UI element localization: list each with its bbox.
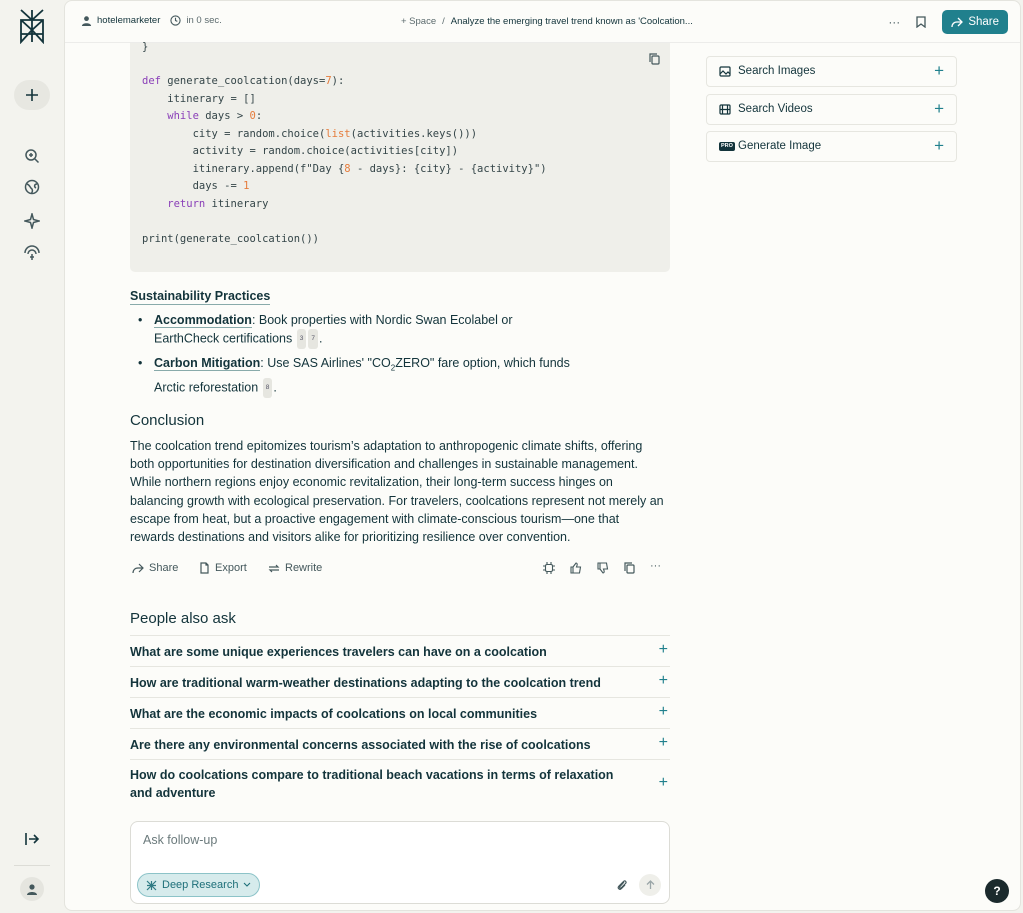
follow-up-placeholder: Ask follow-up xyxy=(143,833,218,847)
code-line: } xyxy=(142,41,149,53)
code-line: while days > 0: xyxy=(142,110,263,122)
search-nav-icon[interactable] xyxy=(20,144,44,168)
generate-image-button[interactable]: PRO Generate Image + xyxy=(706,131,957,162)
discover-globe-icon[interactable] xyxy=(20,175,44,199)
search-images-button[interactable]: Search Images + xyxy=(706,56,957,87)
code-line: itinerary = [] xyxy=(142,93,256,105)
search-videos-button[interactable]: Search Videos + xyxy=(706,94,957,125)
expand-sidebar-icon[interactable] xyxy=(20,827,44,851)
breadcrumb-separator: / xyxy=(442,16,445,27)
share-arrow-icon xyxy=(951,17,963,28)
plus-icon: + xyxy=(658,774,668,791)
sustainability-heading: Sustainability Practices xyxy=(130,289,271,303)
accommodation-label: Accommodation xyxy=(154,313,252,327)
rewrite-action-button[interactable]: Rewrite xyxy=(268,562,322,574)
thread-title[interactable]: Analyze the emerging travel trend known as 'Coolcation... xyxy=(450,16,693,27)
share-button-label: Share xyxy=(968,16,999,28)
deep-research-mode-button[interactable]: Deep Research xyxy=(137,873,260,897)
carbon-label: Carbon Mitigation xyxy=(154,356,261,370)
more-options-button[interactable]: ··· xyxy=(888,15,901,29)
code-line: activity = random.choice(activities[city]) xyxy=(142,145,459,157)
account-avatar-icon[interactable] xyxy=(20,877,44,901)
attach-paperclip-icon[interactable] xyxy=(616,878,627,891)
spaces-sparkle-icon[interactable] xyxy=(20,209,44,233)
share-action-button[interactable]: Share xyxy=(132,562,178,574)
export-file-icon xyxy=(199,562,210,574)
code-line: print(generate_coolcation()) xyxy=(142,233,320,245)
follow-up-input[interactable] xyxy=(130,821,670,904)
code-line: return itinerary xyxy=(142,198,269,210)
plus-icon: + xyxy=(658,703,668,720)
plus-icon: + xyxy=(658,641,668,658)
related-question[interactable]: How are traditional warm-weather destinations adapting to the coolcation trend + xyxy=(130,666,670,697)
plus-icon: + xyxy=(658,734,668,751)
bookmark-icon[interactable] xyxy=(916,16,926,28)
export-action-button[interactable]: Export xyxy=(199,562,247,574)
share-button[interactable] xyxy=(942,10,1008,34)
image-icon xyxy=(719,66,731,77)
conclusion-body: The coolcation trend epitomizes tourism’s adaptation to anthropogenic climate shifts, offering both opportunities for destination diversification and challenges in sustainable management. While northern regions enjoy economic revitalization, their long-term success hinges on balancing growth with ecological preservation. For travelers, coolcations represent not merely an escape from heat, but a proactive engagement with climate-conscious tourism—one that rewards destinations and visitors alike for prioritizing resilience over convention. xyxy=(130,439,664,545)
rail-divider xyxy=(14,865,50,866)
rewrite-icon xyxy=(268,563,280,574)
breadcrumb xyxy=(401,16,693,27)
thumbs-up-icon[interactable] xyxy=(570,562,582,574)
thumbs-down-icon[interactable] xyxy=(597,562,609,574)
clock-icon xyxy=(170,15,181,26)
citation-badge[interactable]: 8 xyxy=(263,378,273,398)
share-icon xyxy=(132,563,144,574)
bullet-accommodation: • Accommodation: Book properties with Nordic Swan Ecolabel or EarthCheck certifications 3 7 . xyxy=(138,311,578,349)
code-block xyxy=(130,43,670,272)
citation-badge[interactable]: 3 xyxy=(297,329,307,349)
username: hotelemarketer xyxy=(97,15,161,26)
plus-icon: + xyxy=(934,99,944,118)
related-question[interactable]: What are some unique experiences travelers can have on a coolcation + xyxy=(130,635,670,666)
bullet-carbon: • Carbon Mitigation: Use SAS Airlines' "$CO_2ZERO$" fare option, which funds Arctic reforestation 8 . xyxy=(138,354,578,398)
plus-icon: + xyxy=(934,136,944,155)
code-line: city = random.choice(list(activities.keys())) xyxy=(142,128,478,140)
citation-badge[interactable]: 7 xyxy=(308,329,318,349)
left-rail xyxy=(0,0,64,913)
author-info xyxy=(81,15,222,26)
sources-icon[interactable] xyxy=(543,562,555,574)
pro-badge-icon: PRO xyxy=(721,143,733,149)
top-bar-actions xyxy=(888,10,1008,34)
deep-research-icon xyxy=(146,880,157,891)
top-bar xyxy=(65,1,1020,43)
help-button[interactable]: ? xyxy=(985,879,1009,903)
related-question[interactable]: How do coolcations compare to traditional beach vacations in terms of relaxation and adventure + xyxy=(130,759,670,805)
more-actions-button[interactable]: ··· xyxy=(650,560,661,572)
people-also-ask-heading: People also ask xyxy=(130,610,236,627)
code-line: days -= 1 xyxy=(142,180,250,192)
plus-icon: + xyxy=(934,61,944,80)
code-line: def generate_coolcation(days=7): xyxy=(142,75,345,87)
film-icon xyxy=(719,104,731,115)
answer-time: in 0 sec. xyxy=(186,15,222,26)
plus-icon: + xyxy=(658,672,668,689)
submit-button[interactable] xyxy=(639,874,661,896)
answer-action-bar xyxy=(130,562,670,578)
copy-answer-icon[interactable] xyxy=(624,562,635,574)
main-panel xyxy=(64,0,1021,911)
arrow-up-icon xyxy=(646,880,655,890)
user-icon xyxy=(81,15,92,26)
add-to-space-link[interactable]: + Space xyxy=(401,16,437,27)
conclusion-heading: Conclusion xyxy=(130,412,205,429)
copy-code-icon[interactable] xyxy=(649,53,660,65)
chevron-down-icon xyxy=(243,882,251,888)
code-line: itinerary.append(f"Day {8 - days}: {city} - {activity}") xyxy=(142,163,547,175)
perplexity-logo-icon[interactable] xyxy=(15,8,49,44)
related-question[interactable]: Are there any environmental concerns associated with the rise of coolcations + xyxy=(130,728,670,759)
related-question[interactable]: What are the economic impacts of coolcations on local communities + xyxy=(130,697,670,728)
new-thread-button[interactable] xyxy=(14,80,50,110)
library-signal-icon[interactable] xyxy=(20,241,44,265)
